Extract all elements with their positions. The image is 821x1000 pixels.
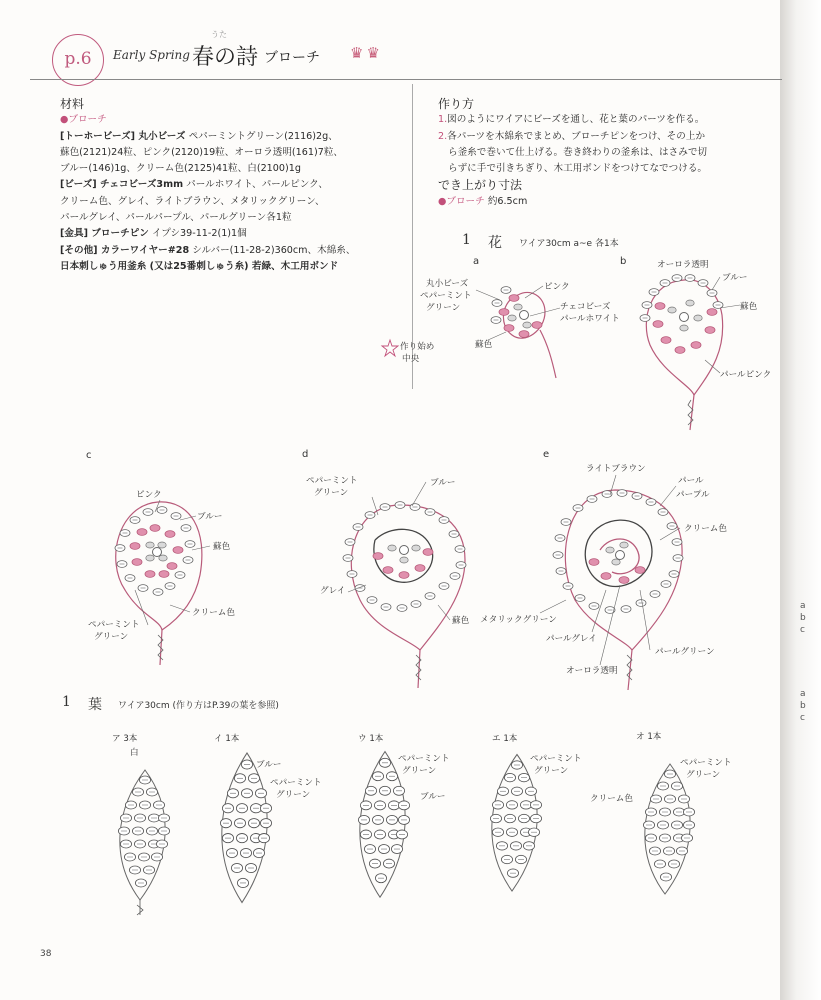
leaf-c-label: グリーン <box>402 766 437 776</box>
next-page-edge: a b c a b c <box>800 601 806 723</box>
flower-e-label: パールグレイ <box>546 634 597 644</box>
leaf-title: 葉 <box>88 697 102 713</box>
method-heading: 作り方 <box>438 97 475 111</box>
flower-e-label: ライトブラウン <box>586 464 646 474</box>
flower-a-label: 丸小ビーズ <box>426 279 469 289</box>
leaf-e-count: オ 1本 <box>636 732 662 742</box>
materials-line: パールグレイ、パールパープル、パールグリーン各1粒 <box>60 212 292 224</box>
flower-c-letter: c <box>86 450 92 461</box>
flower-c-label: ピンク <box>136 490 162 500</box>
crown-icon: ♛♛ <box>350 44 383 62</box>
page-subtitle: ブローチ <box>264 50 320 66</box>
flower-c-label: ペパーミント <box>88 620 140 630</box>
flower-a-label: ペパーミント <box>420 291 472 301</box>
leaf-c-count: ウ 1本 <box>358 734 384 744</box>
flower-d-label: ペパーミント <box>306 476 358 486</box>
flower-a-label: パールホワイト <box>560 314 620 324</box>
leaf-b-label: グリーン <box>276 790 311 800</box>
leaf-number: 1 <box>62 694 71 710</box>
flower-b-diagram <box>640 275 723 430</box>
flower-b-label: ブルー <box>722 273 748 283</box>
method-step: 2.各パーツを木綿糸でまとめ、ブローチピンをつけ、その上か <box>438 130 706 142</box>
flower-c-label: ブルー <box>197 512 223 522</box>
leaf-d-label: ペパーミント <box>530 754 582 764</box>
method-step: ら釜糸で巻いて仕上げる。巻き終わりの釜糸は、はさみで切 <box>448 146 708 158</box>
leaf-d-label: グリーン <box>534 766 569 776</box>
flower-e-label: クリーム色 <box>684 524 727 534</box>
flower-d-letter: d <box>302 449 309 460</box>
flower-a-letter: a <box>473 256 480 267</box>
title-ruby: うた <box>211 30 227 39</box>
flower-a-label: 中央 <box>402 354 420 364</box>
flower-e-label: パール <box>678 476 704 486</box>
page-title: 春の詩 <box>192 45 259 70</box>
size-line: ●ブローチ 約6.5cm <box>438 195 528 207</box>
flower-d-diagram <box>343 502 466 688</box>
leaf-b-diagram <box>220 753 271 903</box>
materials-line: 日本刺しゅう用釜糸 (又は25番刺しゅう糸) 若緑、木工用ボンド <box>60 260 339 272</box>
flower-a-diagram <box>491 287 556 378</box>
flower-a-label: チェコビーズ <box>560 302 611 312</box>
leaf-b-count: イ 1本 <box>214 734 240 744</box>
method-step: らずに手で引きちぎり、木工用ボンドをつけてなでつける。 <box>448 163 708 175</box>
season-label: Early Spring <box>113 48 190 62</box>
start-star-icon <box>382 340 398 356</box>
flower-e-label: パープル <box>676 490 710 500</box>
flower-b-letter: b <box>620 256 627 267</box>
leaf-a-count: ア 3本 <box>112 734 138 744</box>
flower-d-label: グレイ <box>320 586 346 596</box>
flower-d-label: 蘇色 <box>452 616 470 626</box>
leaf-a-label: 白 <box>130 748 139 758</box>
flower-b-label: 蘇色 <box>740 302 758 312</box>
materials-line: [その他] カラーワイヤー#28 シルバー(11-28-2)360cm、木綿糸、 <box>60 244 356 256</box>
leaf-e-label: クリーム色 <box>590 794 633 804</box>
flower-b-label: オーロラ透明 <box>657 260 709 270</box>
leaf-e-label: グリーン <box>686 770 721 780</box>
materials-line: ブルー(146)1g、クリーム色(2125)41粒、白(2100)1g <box>60 163 301 175</box>
book-spine <box>780 0 821 1000</box>
page-ref-badge: p.6 <box>52 34 104 86</box>
flower-c-label: 蘇色 <box>213 542 231 552</box>
materials-line: [金具] ブローチピン イプシ39-11-2(1)1個 <box>60 228 247 240</box>
flower-d-label: ブルー <box>430 478 456 488</box>
flower-title: 花 <box>488 235 502 251</box>
leaf-e-diagram <box>643 764 694 894</box>
flower-a-label: 蘇色 <box>475 340 493 350</box>
materials-heading: 材料 <box>60 97 85 111</box>
method-step: 1.図のようにワイアにビーズを通し、花と葉のパーツを作る。 <box>438 114 705 126</box>
page-number: 38 <box>40 949 52 959</box>
flower-e-label: メタリックグリーン <box>480 615 557 625</box>
flower-spec: ワイア30cm a~e 各1本 <box>519 239 619 249</box>
materials-line: クリーム色、グレイ、ライトブラウン、メタリックグリーン、 <box>60 195 325 207</box>
leaf-b-label: ブルー <box>256 760 282 770</box>
flower-e-diagram <box>553 490 683 690</box>
size-heading: でき上がり寸法 <box>438 178 523 193</box>
flower-c-label: グリーン <box>94 632 129 642</box>
flower-a-label: ピンク <box>544 282 570 292</box>
leaf-c-label: ペパーミント <box>398 754 450 764</box>
flower-d-label: グリーン <box>314 488 349 498</box>
leaf-spec: ワイア30cm (作り方はP.39の葉を参照) <box>118 701 279 711</box>
leaf-a-diagram <box>118 770 169 915</box>
leaf-c-label: ブルー <box>420 792 446 802</box>
materials-subheading: ●ブローチ <box>60 114 107 126</box>
leaf-b-label: ペパーミント <box>270 778 322 788</box>
leaf-e-label: ペパーミント <box>680 758 732 768</box>
materials-line: 蘇色(2121)24粒、ピンク(2120)19粒、オーロラ透明(161)7粒、 <box>60 146 344 158</box>
materials-line: [トーホービーズ] 丸小ビーズ ペパーミントグリーン(2116)2g、 <box>60 130 338 142</box>
flower-a-label: 作り始め <box>400 342 435 352</box>
flower-a-label: グリーン <box>426 303 461 313</box>
leaf-d-count: エ 1本 <box>492 734 518 744</box>
flower-e-letter: e <box>543 449 550 460</box>
materials-line: [ビーズ] チェコビーズ3mm パールホワイト、パールピンク、 <box>60 179 328 191</box>
flower-e-label: パールグリーン <box>655 647 715 657</box>
flower-b-label: パールピンク <box>720 370 772 380</box>
flower-c-label: クリーム色 <box>192 608 235 618</box>
flower-number: 1 <box>462 232 471 248</box>
flower-e-label: オーロラ透明 <box>566 666 618 676</box>
